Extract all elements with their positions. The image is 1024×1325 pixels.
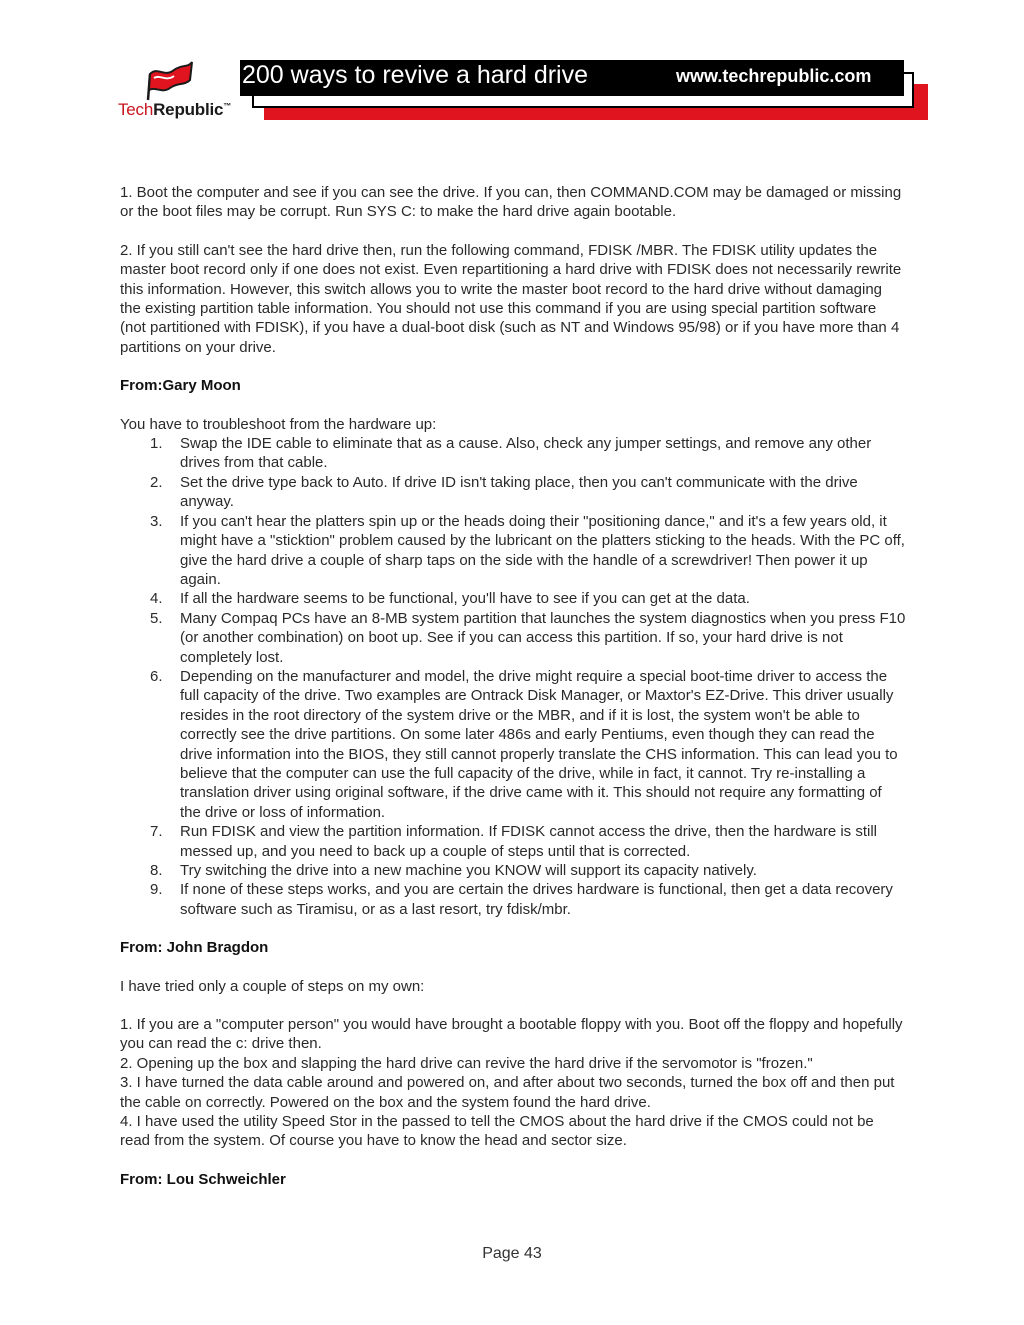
page-content xyxy=(120,183,906,1189)
list-item: 7. Run FDISK and view the partition information. If FDISK cannot access the drive, then the hardware is still messed up, and you need to back up a couple of steps until that is corrected. xyxy=(150,823,877,860)
flag-icon xyxy=(144,56,196,102)
list-item: 8. Try switching the drive into a new machine you KNOW will support its capacity natively. xyxy=(150,862,757,879)
techrepublic-logo xyxy=(112,56,242,126)
paragraph: 4. I have used the utility Speed Stor in the passed to tell the CMOS about the hard drive if the CMOS could not be read from the system. Of course you have to know the head and sector size. xyxy=(120,1113,874,1150)
list-item: 6. Depending on the manufacturer and model, the drive might require a special boot-time driver to access the full capacity of the drive. Two examples are Ontrack Disk Manager, or Maxtor's EZ-Drive. This driver usually resides in the root directory of the system drive or the MBR, and if it is lost, the system won't be able to correctly see the drive partitions. On some later 486s and early Pentiums, even though they can read the drive information into the BIOS, they still cannot properly translate the CHS information. This can lead you to believe that the computer can use the full capacity of the drive, while in fact, it cannot. Try re-installing a translation driver using original software, if the drive came with it. This should not require any formatting of the drive or loss of information. xyxy=(150,667,898,821)
list-item: 3. If you can't hear the platters spin up or the heads doing their "positioning dance," and it's a few years old, it might have a "sticktion" problem caused by the lubricant on the platters sticking to the heads. With the PC off, give the hard drive a couple of sharp taps on the side with the handle of a screwdriver! Then power it up again. xyxy=(150,512,905,588)
paragraph: 1. If you are a "computer person" you would have brought a bootable floppy with you. Boot off the floppy and hopefully you can read the c: drive then. xyxy=(120,1016,903,1053)
list-item: 2. Set the drive type back to Auto. If drive ID isn't taking place, then you can't communicate with the drive anyway. xyxy=(150,473,858,511)
paragraph: I have tried only a couple of steps on my own: xyxy=(120,977,425,995)
section-heading: From: Lou Schweichler xyxy=(120,1170,286,1188)
list-item: 9. If none of these steps works, and you are certain the drives hardware is functional, then get a data recovery software such as Tiramisu, or as a last resort, try fdisk/mbr. xyxy=(150,881,893,918)
paragraph: You have to troubleshoot from the hardware up: xyxy=(120,415,437,433)
list-item: 4. If all the hardware seems to be functional, you'll have to see if you can get at the data. xyxy=(150,590,750,608)
paragraph: 2. Opening up the box and slapping the hard drive can revive the hard drive if the servomotor is "frozen." xyxy=(120,1054,813,1072)
paragraph: 3. I have turned the data cable around and powered on, and after about two seconds, turned the box off and then put the cable on correctly. Powered on the box and the system found the hard drive. xyxy=(120,1074,895,1111)
page-header xyxy=(0,0,1024,130)
list-item: 5. Many Compaq PCs have an 8-MB system partition that launches the system diagnostics when you press F10 (or another combination) on boot up. See if you can access this partition. If so, your hard drive is not completely lost. xyxy=(150,609,906,666)
site-url: www.techrepublic.com xyxy=(676,66,872,86)
section-heading: From:Gary Moon xyxy=(120,377,241,395)
section-heading: From: John Bragdon xyxy=(120,939,269,957)
list-item: 1. Swap the IDE cable to eliminate that as a cause. Also, check any jumper settings, and remove any other drives from that cable. xyxy=(150,435,872,472)
paragraph: 2. If you still can't see the hard drive then, run the following command, FDISK /MBR. The FDISK utility updates the master boot record only if one does not exist. Even repartitioning a hard drive with FDISK does not necessarily rewrite this information. However, this switch allows you to write the master boot record to the hard drive without damaging the existing partition table information. You should not use this command if you are using special partition software (not partitioned with FDISK), if you have a dual-boot disk (such as NT and Windows 95/98) or if you have more than 4 partitions on your drive. xyxy=(120,241,902,356)
document-title: 200 ways to revive a hard drive xyxy=(242,61,589,89)
logo-wordmark: TechRepublic™ xyxy=(118,100,232,119)
numbered-list xyxy=(120,434,906,919)
paragraph: 1. Boot the computer and see if you can see the drive. If you can, then COMMAND.COM may be damaged or missing or the boot files may be corrupt. Run SYS C: to make the hard drive again bootable. xyxy=(120,184,902,221)
page-number: Page 43 xyxy=(482,1245,542,1262)
